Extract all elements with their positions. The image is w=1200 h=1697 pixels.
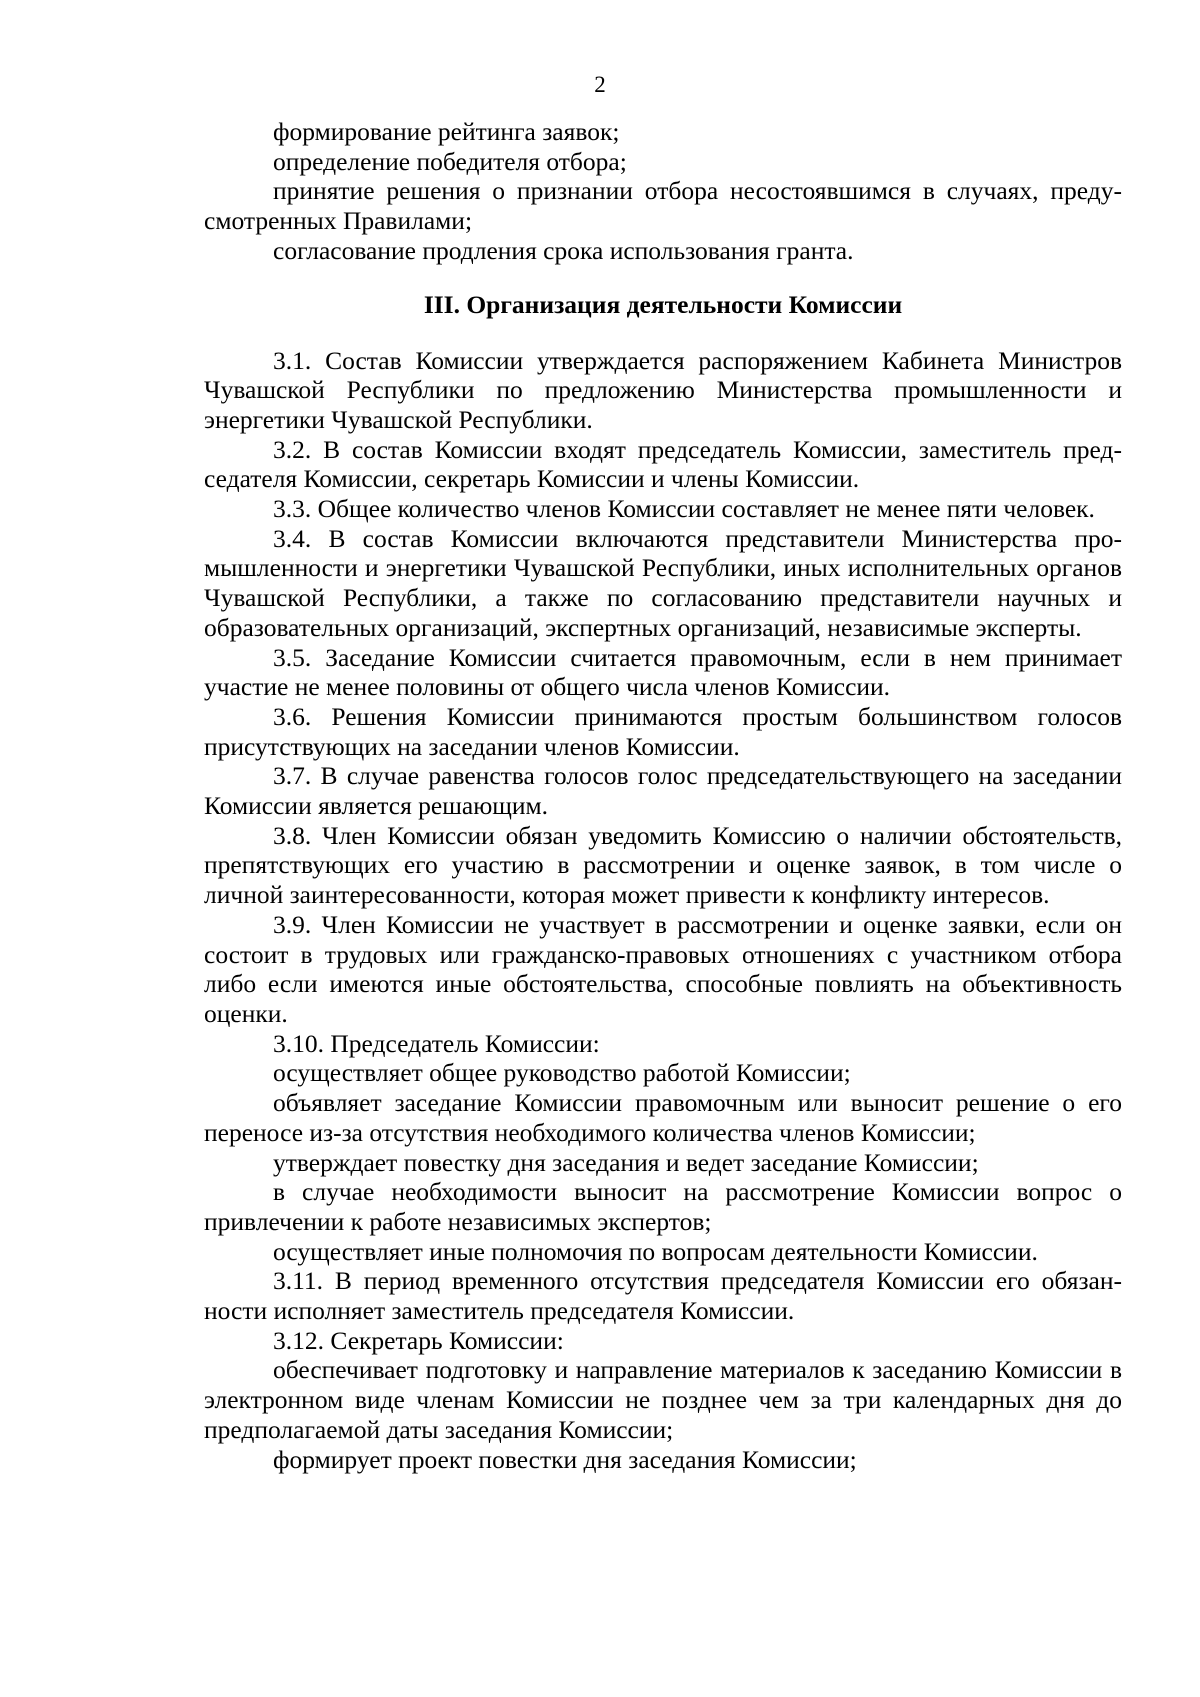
paragraph: осуществляет общее руководство работой Комиссии; bbox=[273, 1058, 851, 1088]
paragraph: 3.4. В состав Комиссии включаются представители Министерства промышленности и энергетики Чувашской Республики, иных исполнительных органов Чувашской Республики, а также по согласованию представители научных и образовательных организаций, экспертных организаций, независимые эксперты. bbox=[204, 523, 1122, 642]
paragraph: 3.9. Член Комиссии не участвует в рассмотрении и оценке заявки, если он состоит в трудовых или гражданско-правовых отношениях с участником отбора либо если имеются иные обстоятельства, способные повлиять на объективность оценки. bbox=[204, 909, 1122, 1028]
list-item: формирование рейтинга заявок; bbox=[273, 117, 620, 146]
document-body bbox=[204, 117, 1122, 1474]
section-heading: III. Организация деятельности Комиссии bbox=[423, 289, 903, 319]
paragraph: 3.2. В состав Комиссии входят председатель Комиссии, заместитель председателя Комиссии, секретарь Комиссии и члены Комиссии. bbox=[204, 434, 1122, 494]
paragraph: осуществляет иные полномочия по вопросам деятельности Комиссии. bbox=[273, 1236, 1038, 1266]
list-item: принятие решения о признании отбора несостоявшимся в случаях, предусмотренных Правилами; bbox=[204, 176, 1122, 236]
paragraph: в случае необходимости выносит на рассмотрение Комиссии вопрос о привлечении к работе независимых экспертов; bbox=[204, 1177, 1122, 1236]
paragraph: 3.10. Председатель Комиссии: bbox=[273, 1028, 600, 1058]
paragraph: 3.5. Заседание Комиссии считается правомочным, если в нем принимает участие не менее половины от общего числа членов Комиссии. bbox=[204, 642, 1122, 702]
list-item: согласование продления срока использования гранта. bbox=[273, 235, 854, 265]
list-item: определение победителя отбора; bbox=[273, 146, 627, 176]
page-number: 2 bbox=[594, 72, 606, 97]
paragraph: 3.12. Секретарь Комиссии: bbox=[273, 1325, 564, 1355]
paragraph: обеспечивает подготовку и направление материалов к заседанию Комиссии в электронном виде членам Комиссии не позднее чем за три календарных дня до предполагаемой даты заседания Комиссии; bbox=[204, 1355, 1122, 1444]
paragraph: 3.1. Состав Комиссии утверждается распоряжением Кабинета Министров Чувашской Республики по предложению Министерства промышленности и энергетики Чувашской Республики. bbox=[204, 345, 1122, 434]
paragraph: 3.7. В случае равенства голосов голос председательствующего на заседании Комиссии является решающим. bbox=[204, 761, 1122, 821]
paragraph: объявляет заседание Комиссии правомочным или выносит решение о его переносе из-за отсутствия необходимого количества членов Комиссии; bbox=[204, 1088, 1122, 1147]
paragraph: 3.8. Член Комиссии обязан уведомить Комиссию о наличии обстоятельств, препятствующих его участию в рассмотрении и оценке заявок, в том числе о личной заинтересованности, которая может привести к конфликту интересов. bbox=[204, 820, 1122, 910]
paragraph: 3.3. Общее количество членов Комиссии составляет не менее пяти человек. bbox=[273, 494, 1095, 524]
paragraph: 3.11. В период временного отсутствия председателя Комиссии его обязанности исполняет заместитель председателя Комиссии. bbox=[204, 1266, 1122, 1326]
paragraph: утверждает повестку дня заседания и ведет заседание Комиссии; bbox=[273, 1147, 979, 1177]
paragraph: формирует проект повестки дня заседания Комиссии; bbox=[273, 1444, 857, 1474]
paragraph: 3.6. Решения Комиссии принимаются простым большинством голосов присутствующих на заседании членов Комиссии. bbox=[204, 701, 1122, 761]
